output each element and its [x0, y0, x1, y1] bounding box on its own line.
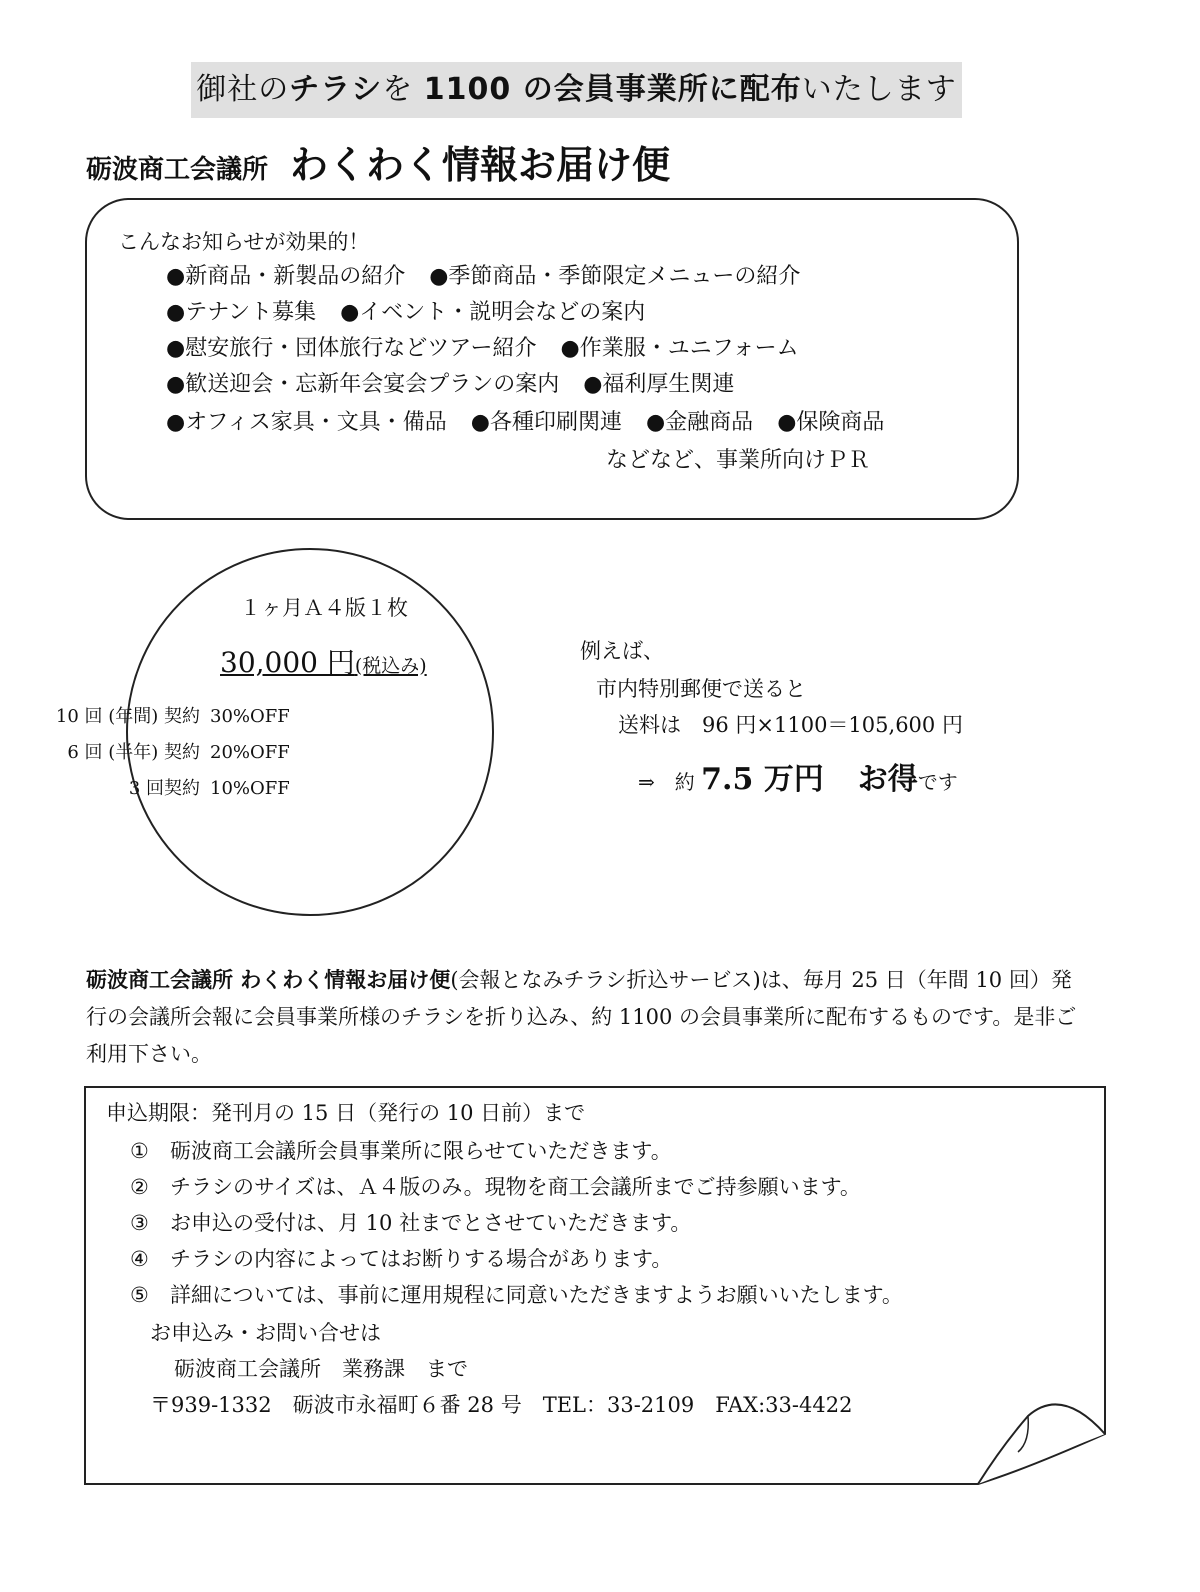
service-name: わくわく情報お届け便 — [290, 143, 671, 187]
examples-footer: などなど、事業所向けＰＲ — [606, 448, 871, 473]
organization-name: 砺波商工会議所 — [86, 155, 269, 185]
terms-rule — [130, 1244, 672, 1274]
discount-row — [28, 740, 290, 766]
comparison-postage: 送料は 96 円×1100＝105,600 円 — [618, 713, 963, 737]
savings-arrow: ⇒ 約 — [638, 770, 695, 794]
rule-number: ⑤ — [130, 1283, 149, 1307]
example-item: ●新商品・新製品の紹介 — [166, 264, 406, 289]
price-value: 30,000 円 — [220, 646, 355, 679]
examples-row — [166, 298, 669, 328]
banner-text-5: いたします — [801, 72, 957, 107]
banner-text-1: 御社の — [196, 72, 290, 107]
rule-number: ③ — [130, 1211, 149, 1235]
terms-rule — [130, 1136, 672, 1166]
application-deadline: 申込期限：発刊月の 15 日（発行の 10 日前）まで — [106, 1101, 586, 1125]
headline-banner — [191, 62, 962, 118]
discount-row — [28, 776, 290, 802]
discount-row — [28, 704, 290, 730]
example-item: ●各種印刷関連 — [470, 410, 622, 435]
example-item: ●慰安旅行・団体旅行などツアー紹介 — [166, 336, 537, 361]
discount-value: 20%OFF — [210, 742, 290, 763]
rule-text: チラシの内容によってはお断りする場合があります。 — [170, 1247, 673, 1271]
savings-suffix: です — [917, 770, 958, 794]
contact-address: 〒939-1332 砺波市永福町６番 28 号 TEL：33-2109 FAX:33-4422 — [150, 1393, 853, 1417]
examples-row — [166, 334, 823, 364]
discount-value: 10%OFF — [210, 778, 290, 799]
rule-text: 砺波商工会議所会員事業所に限らせていただきます。 — [170, 1139, 672, 1163]
pricing-unit: １ヶ月Ａ４版１枚 — [240, 596, 408, 620]
discount-label: 6 回 (半年) 契約 — [67, 742, 200, 763]
description-text: (会報となみチラシ折込サービス)は、毎月 25 日（年間 10 回）発行の会議所会報に会員事業所様のチラシを折り込み、約 1100 の会員事業所に配布するものです。是非ご利用下さい。 — [86, 968, 1077, 1066]
discount-value: 30%OFF — [210, 706, 290, 727]
contact-department: 砺波商工会議所 業務課 まで — [174, 1357, 468, 1381]
page-title — [86, 140, 670, 198]
savings-label: お得 — [857, 762, 918, 797]
rule-number: ④ — [130, 1247, 149, 1271]
comparison-savings — [638, 760, 958, 802]
rule-number: ② — [130, 1175, 149, 1199]
examples-row — [166, 370, 758, 400]
examples-row — [166, 408, 908, 438]
examples-heading: こんなお知らせが効果的！ — [118, 230, 370, 254]
rule-text: 詳細については、事前に運用規程に同意いただきますようお願いいたします。 — [170, 1283, 903, 1307]
rule-text: チラシのサイズは、Ａ４版のみ。現物を商工会議所までご持参願います。 — [170, 1175, 861, 1199]
discount-label: 3 回契約 — [128, 778, 200, 799]
price-tax-note: (税込み) — [354, 655, 427, 677]
example-item: ●保険商品 — [777, 410, 885, 435]
rule-text: お申込の受付は、月 10 社までとさせていただきます。 — [170, 1211, 692, 1235]
example-item: ●福利厚生関連 — [583, 372, 735, 397]
discount-label: 10 回 (年間) 契約 — [55, 706, 200, 727]
savings-amount: 7.5 万円 — [701, 762, 824, 797]
banner-text-4: 1100 の会員事業所に配布 — [423, 72, 802, 107]
rule-number: ① — [130, 1139, 149, 1163]
terms-rule — [130, 1280, 903, 1310]
banner-text-2: チラシ — [289, 72, 383, 107]
terms-rule — [130, 1172, 861, 1202]
example-item: ●テナント募集 — [166, 300, 317, 325]
terms-rule — [130, 1208, 691, 1238]
pricing-price — [220, 644, 427, 685]
service-description — [86, 962, 1086, 1073]
banner-text-3: を — [382, 72, 424, 107]
example-item: ●作業服・ユニフォーム — [560, 336, 799, 361]
contact-intro: お申込み・お問い合せは — [150, 1321, 381, 1345]
example-item: ●イベント・説明会などの案内 — [340, 300, 646, 325]
example-item: ●季節商品・季節限定メニューの紹介 — [429, 264, 801, 289]
example-item: ●金融商品 — [645, 410, 754, 435]
description-service-name: 砺波商工会議所 わくわく情報お届け便 — [86, 968, 451, 992]
example-item: ●オフィス家具・文具・備品 — [166, 410, 447, 435]
examples-row — [166, 262, 824, 292]
example-item: ●歓送迎会・忘新年会宴会プランの案内 — [166, 372, 560, 397]
comparison-intro: 例えば、 — [580, 639, 664, 663]
comparison-mail: 市内特別郵便で送ると — [596, 677, 806, 701]
